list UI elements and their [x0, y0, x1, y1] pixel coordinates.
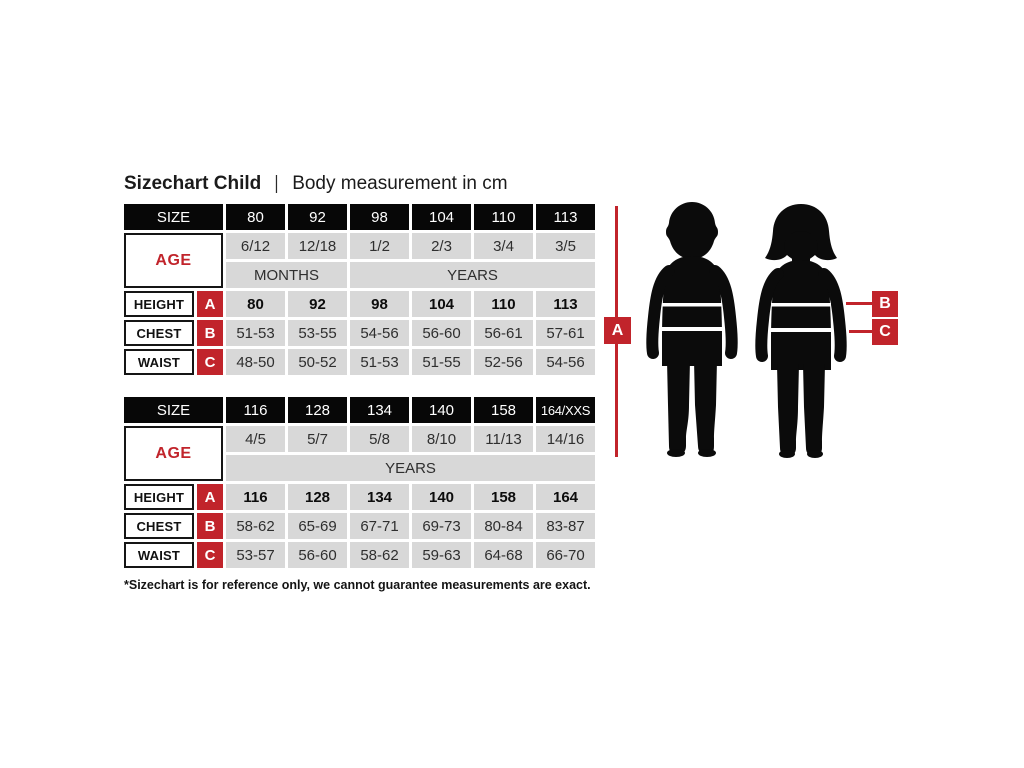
height-value-cell: 113 [536, 291, 595, 317]
size-value-cell: 128 [288, 397, 347, 423]
height-value-cell: 134 [350, 484, 409, 510]
girl-silhouette [748, 202, 854, 458]
age-value-cell: 4/5 [226, 426, 285, 452]
waist-value-cell: 66-70 [536, 542, 595, 568]
chest-value-cell: 80-84 [474, 513, 533, 539]
age-label-cell: AGE [124, 426, 223, 481]
measure-letter-c: C [197, 349, 223, 375]
size-value-cell: 80 [226, 204, 285, 230]
waist-value-cell: 56-60 [288, 542, 347, 568]
size-value-cell: 92 [288, 204, 347, 230]
size-value-cell: 116 [226, 397, 285, 423]
age-value-cell: 14/16 [536, 426, 595, 452]
waist-value-cell: 48-50 [226, 349, 285, 375]
age-unit-months-cell: MONTHS [226, 262, 347, 288]
height-value-cell: 128 [288, 484, 347, 510]
measure-letter-b: B [197, 320, 223, 346]
age-value-cell: 2/3 [412, 233, 471, 259]
size-value-cell: 104 [412, 204, 471, 230]
waist-value-cell: 64-68 [474, 542, 533, 568]
height-value-cell: 110 [474, 291, 533, 317]
measure-letter-c: C [197, 542, 223, 568]
chest-value-cell: 51-53 [226, 320, 285, 346]
page-title-subtitle: Body measurement in cm [292, 173, 508, 194]
age-value-cell: 3/5 [536, 233, 595, 259]
height-value-cell: 158 [474, 484, 533, 510]
age-label-cell: AGE [124, 233, 223, 288]
page-title [124, 173, 508, 195]
size-value-cell: 158 [474, 397, 533, 423]
chest-value-cell: 58-62 [226, 513, 285, 539]
waist-value-cell: 51-55 [412, 349, 471, 375]
age-unit-years-cell: YEARS [226, 455, 595, 481]
page-title-bold: Sizechart Child [124, 173, 262, 194]
measure-label-height: HEIGHT [124, 291, 194, 317]
chest-marker-b: B [872, 291, 898, 317]
height-value-cell: 116 [226, 484, 285, 510]
age-unit-years-cell: YEARS [350, 262, 595, 288]
title-separator: | [274, 173, 279, 194]
chest-value-cell: 54-56 [350, 320, 409, 346]
chest-value-cell: 53-55 [288, 320, 347, 346]
chest-value-cell: 83-87 [536, 513, 595, 539]
age-value-cell: 11/13 [474, 426, 533, 452]
size-value-cell: 110 [474, 204, 533, 230]
chest-value-cell: 57-61 [536, 320, 595, 346]
size-header-cell: SIZE [124, 397, 223, 423]
measure-label-chest: CHEST [124, 513, 194, 539]
chest-value-cell: 67-71 [350, 513, 409, 539]
age-value-cell: 5/7 [288, 426, 347, 452]
waist-value-cell: 59-63 [412, 542, 471, 568]
age-value-cell: 1/2 [350, 233, 409, 259]
sizechart-table-small [124, 204, 595, 375]
size-value-cell: 164/XXS [536, 397, 595, 423]
waist-value-cell: 52-56 [474, 349, 533, 375]
age-value-cell: 12/18 [288, 233, 347, 259]
height-value-cell: 140 [412, 484, 471, 510]
waist-value-cell: 53-57 [226, 542, 285, 568]
footnote: *Sizechart is for reference only, we cannot guarantee measurements are exact. [124, 578, 591, 592]
sizechart-table-large [124, 397, 595, 568]
height-value-cell: 98 [350, 291, 409, 317]
age-value-cell: 5/8 [350, 426, 409, 452]
height-marker-a: A [604, 317, 631, 344]
waist-pointer-line [849, 330, 874, 333]
measure-letter-b: B [197, 513, 223, 539]
waist-marker-c: C [872, 319, 898, 345]
height-value-cell: 80 [226, 291, 285, 317]
chest-value-cell: 56-61 [474, 320, 533, 346]
size-value-cell: 134 [350, 397, 409, 423]
measure-label-waist: WAIST [124, 349, 194, 375]
size-value-cell: 140 [412, 397, 471, 423]
chest-value-cell: 56-60 [412, 320, 471, 346]
height-value-cell: 104 [412, 291, 471, 317]
measure-letter-a: A [197, 484, 223, 510]
size-header-cell: SIZE [124, 204, 223, 230]
size-value-cell: 98 [350, 204, 409, 230]
waist-value-cell: 58-62 [350, 542, 409, 568]
chest-value-cell: 69-73 [412, 513, 471, 539]
chest-pointer-line [846, 302, 874, 305]
age-value-cell: 6/12 [226, 233, 285, 259]
measure-letter-a: A [197, 291, 223, 317]
size-value-cell: 113 [536, 204, 595, 230]
measure-label-waist: WAIST [124, 542, 194, 568]
waist-value-cell: 51-53 [350, 349, 409, 375]
waist-value-cell: 50-52 [288, 349, 347, 375]
height-value-cell: 92 [288, 291, 347, 317]
height-value-cell: 164 [536, 484, 595, 510]
measure-label-height: HEIGHT [124, 484, 194, 510]
measure-label-chest: CHEST [124, 320, 194, 346]
age-value-cell: 3/4 [474, 233, 533, 259]
boy-silhouette [640, 200, 744, 458]
age-value-cell: 8/10 [412, 426, 471, 452]
waist-value-cell: 54-56 [536, 349, 595, 375]
chest-value-cell: 65-69 [288, 513, 347, 539]
